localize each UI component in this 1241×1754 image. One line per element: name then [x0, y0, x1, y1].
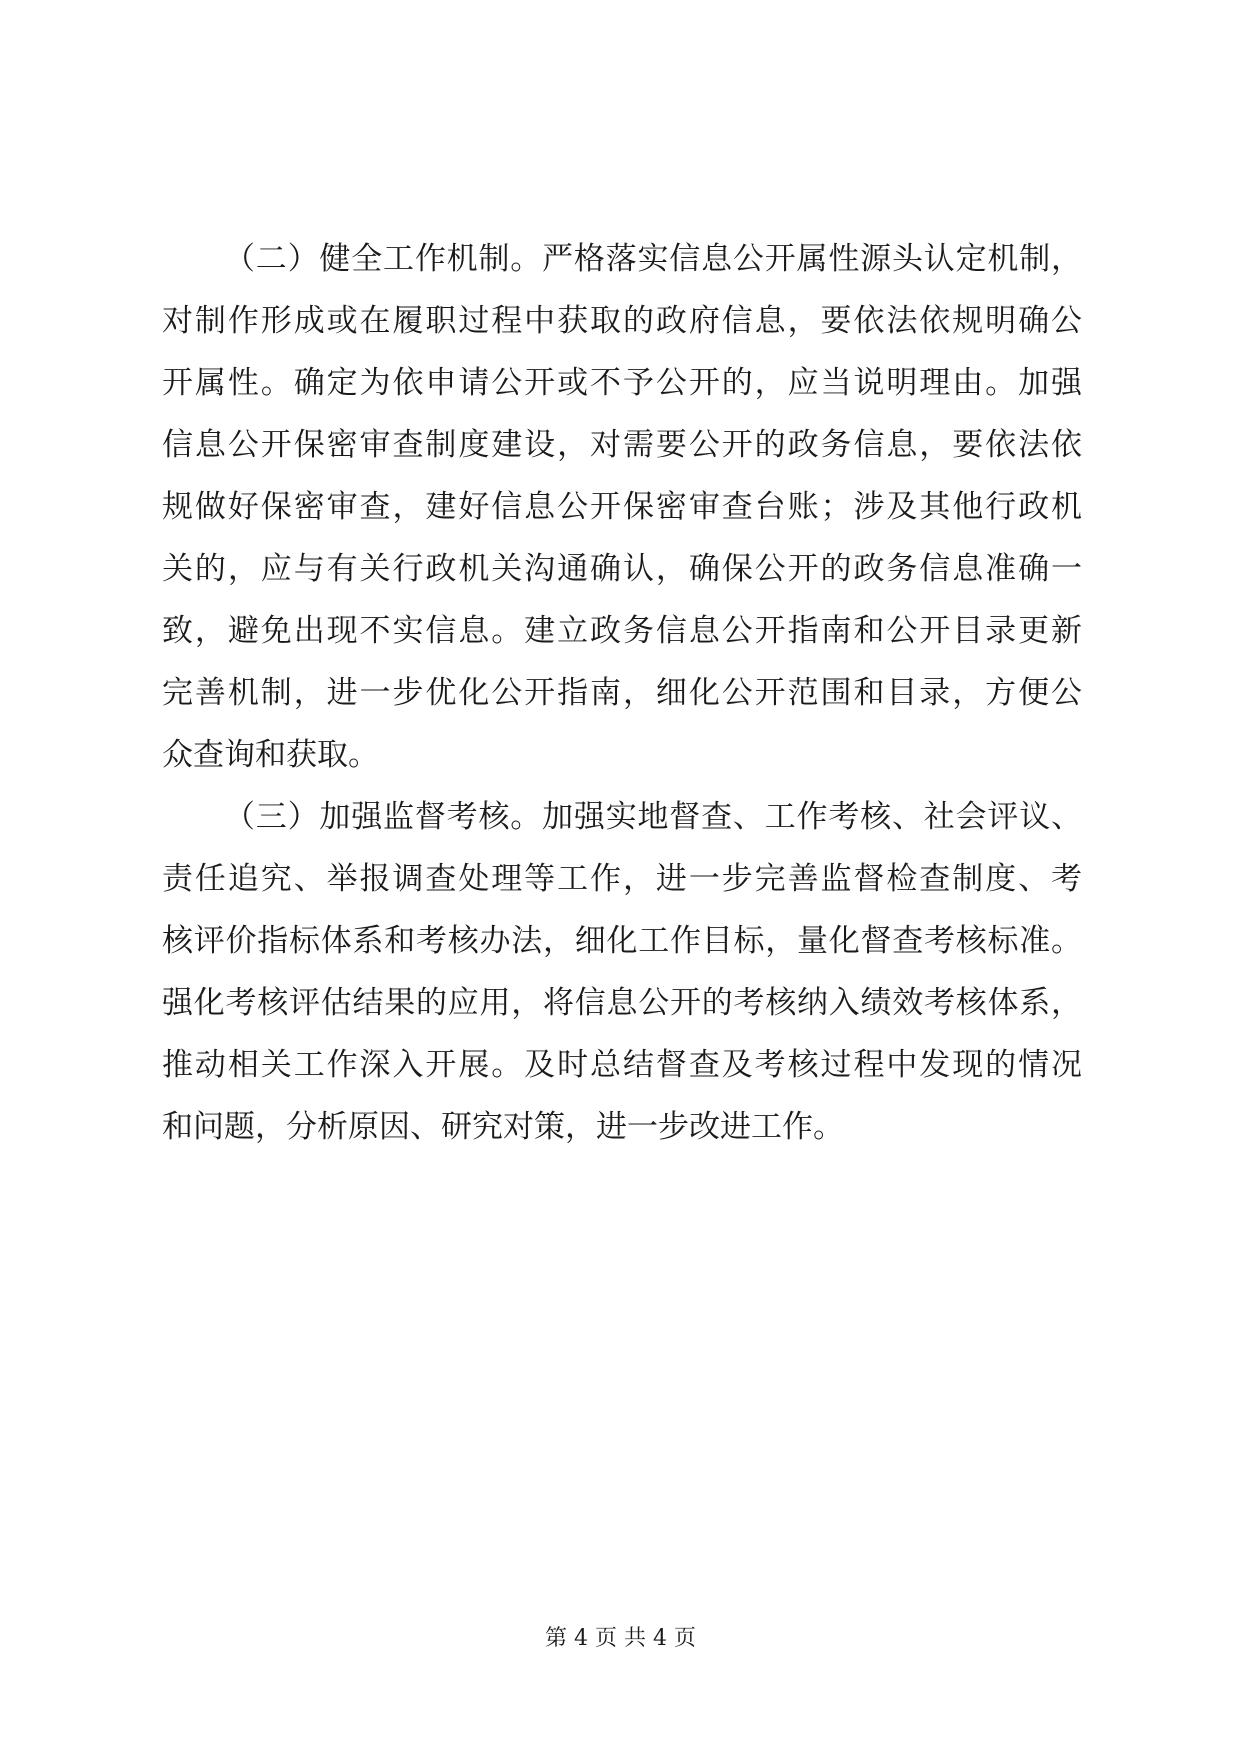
paragraph-line: 对制作形成或在履职过程中获取的政府信息，要依法依规明确公 [162, 303, 1082, 339]
paragraph-line: 核评价指标体系和考核办法，细化工作目标，量化督查考核标准。 [162, 923, 1082, 959]
paragraph-work-mechanism [162, 228, 1082, 786]
paragraph-line: 规做好保密审查，建好信息公开保密审查台账；涉及其他行政机 [162, 489, 1082, 525]
paragraph-line: 强化考核评估结果的应用，将信息公开的考核纳入绩效考核体系， [162, 985, 1082, 1021]
paragraph-line: （二）健全工作机制。严格落实信息公开属性源头认定机制， [224, 241, 1082, 277]
paragraph-line: 责任追究、举报调查处理等工作，进一步完善监督检查制度、考 [162, 861, 1082, 897]
paragraph-line: 推动相关工作深入开展。及时总结督查及考核过程中发现的情况 [162, 1047, 1082, 1083]
paragraph-line: 致，避免出现不实信息。建立政务信息公开指南和公开目录更新 [162, 613, 1082, 649]
paragraph-line: 和问题，分析原因、研究对策，进一步改进工作。 [162, 1109, 844, 1145]
paragraph-supervision [162, 786, 1082, 1158]
document-body [162, 228, 1082, 1158]
paragraph-line: 完善机制，进一步优化公开指南，细化公开范围和目录，方便公 [162, 675, 1082, 711]
paragraph-line: 关的，应与有关行政机关沟通确认，确保公开的政务信息准确一 [162, 551, 1082, 587]
paragraph-line: 信息公开保密审查制度建设，对需要公开的政务信息，要依法依 [162, 427, 1082, 463]
page-number-footer: 第 4 页 共 4 页 [545, 1626, 696, 1651]
paragraph-line: （三）加强监督考核。加强实地督查、工作考核、社会评议、 [224, 799, 1082, 835]
paragraph-line: 开属性。确定为依申请公开或不予公开的，应当说明理由。加强 [162, 365, 1082, 401]
paragraph-line: 众查询和获取。 [162, 737, 379, 773]
